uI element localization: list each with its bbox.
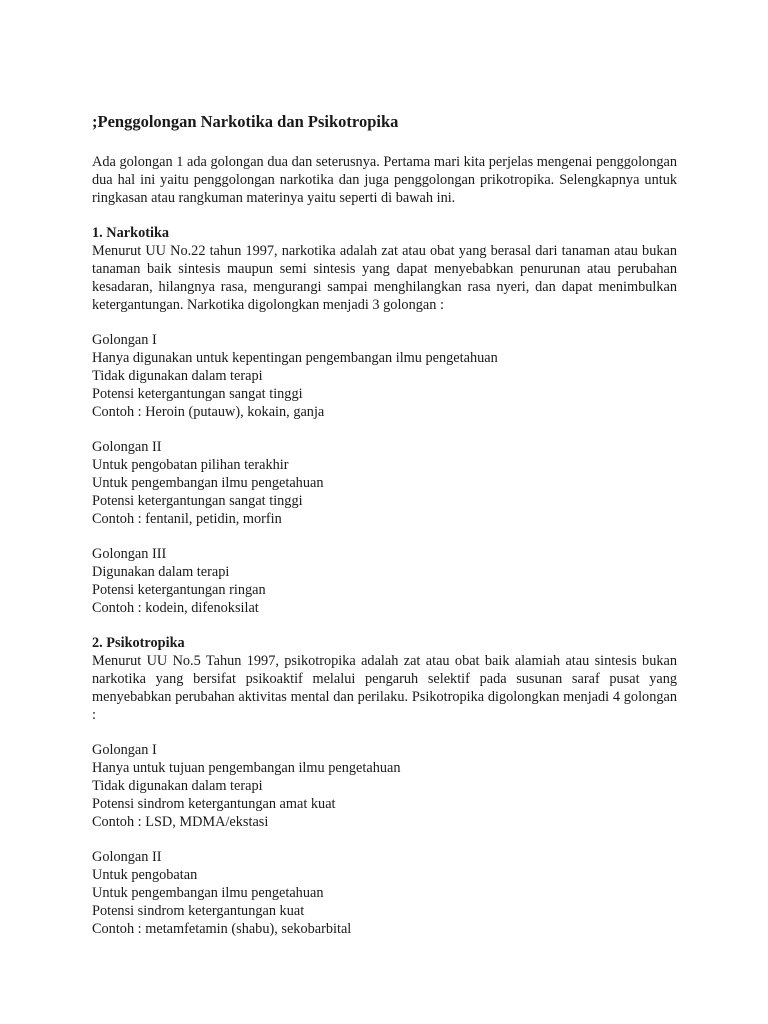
group-item: Potensi sindrom ketergantungan kuat: [92, 903, 305, 919]
group-item: Untuk pengembangan ilmu pengetahuan: [92, 475, 324, 491]
group-item: Tidak digunakan dalam terapi: [92, 778, 263, 794]
section-definition: Menurut UU No.22 tahun 1997, narkotika adalah zat atau obat yang berasal dari tanaman atau bukan tanaman baik sintesis maupun semi sintesis yang dapat menyebabkan penurunan atau perubahan kesadaran, hilangnya rasa, mengurangi sampai menghilangkan rasa nyeri, dan dapat menimbulkan ketergantungan. Narkotika digolongkan menjadi 3 golongan :: [92, 243, 677, 313]
group-item: Untuk pengobatan pilihan terakhir: [92, 457, 289, 473]
intro-paragraph: Ada golongan 1 ada golongan dua dan seterusnya. Pertama mari kita perjelas mengenai penggolongan dua hal ini yaitu penggolongan narkotika dan juga penggolongan prikotropika. Selengkapnya untuk ringkasan atau rangkuman materinya yaitu seperti di bawah ini.: [92, 154, 677, 206]
document-title: ;Penggolongan Narkotika dan Psikotropika: [92, 112, 399, 131]
narkotika-golongan-1: [92, 331, 677, 421]
narkotika-golongan-2: [92, 438, 677, 528]
psikotropika-golongan-2: [92, 848, 677, 938]
narkotika-golongan-3: [92, 545, 677, 617]
psikotropika-golongan-1: [92, 741, 677, 831]
group-example: Contoh : metamfetamin (shabu), sekobarbital: [92, 921, 352, 937]
group-item: Untuk pengobatan: [92, 867, 198, 883]
group-item: Potensi ketergantungan sangat tinggi: [92, 386, 303, 402]
group-name: Golongan III: [92, 546, 167, 562]
group-item: Hanya untuk tujuan pengembangan ilmu pengetahuan: [92, 760, 401, 776]
group-item: Tidak digunakan dalam terapi: [92, 368, 263, 384]
section-definition: Menurut UU No.5 Tahun 1997, psikotropika adalah zat atau obat baik alamiah atau sintesis bukan narkotika yang bersifat psikoaktif melalui pengaruh selektif pada susunan saraf pusat yang menyebabkan perubahan aktivitas mental dan perilaku. Psikotropika digolongkan menjadi 4 golongan :: [92, 653, 677, 723]
group-name: Golongan II: [92, 849, 162, 865]
group-example: Contoh : fentanil, petidin, morfin: [92, 511, 282, 527]
group-item: Potensi sindrom ketergantungan amat kuat: [92, 796, 336, 812]
group-example: Contoh : LSD, MDMA/ekstasi: [92, 814, 269, 830]
group-item: Hanya digunakan untuk kepentingan pengembangan ilmu pengetahuan: [92, 350, 498, 366]
group-example: Contoh : kodein, difenoksilat: [92, 600, 259, 616]
section-narkotika: [92, 224, 677, 617]
group-example: Contoh : Heroin (putauw), kokain, ganja: [92, 404, 325, 420]
section-heading: 2. Psikotropika: [92, 635, 185, 651]
group-item: Potensi ketergantungan sangat tinggi: [92, 493, 303, 509]
group-name: Golongan I: [92, 332, 157, 348]
section-heading: 1. Narkotika: [92, 225, 170, 241]
document-page: [92, 112, 677, 938]
group-item: Untuk pengembangan ilmu pengetahuan: [92, 885, 324, 901]
group-name: Golongan I: [92, 742, 157, 758]
group-name: Golongan II: [92, 439, 162, 455]
section-psikotropika: [92, 634, 677, 938]
group-item: Potensi ketergantungan ringan: [92, 582, 266, 598]
group-item: Digunakan dalam terapi: [92, 564, 230, 580]
